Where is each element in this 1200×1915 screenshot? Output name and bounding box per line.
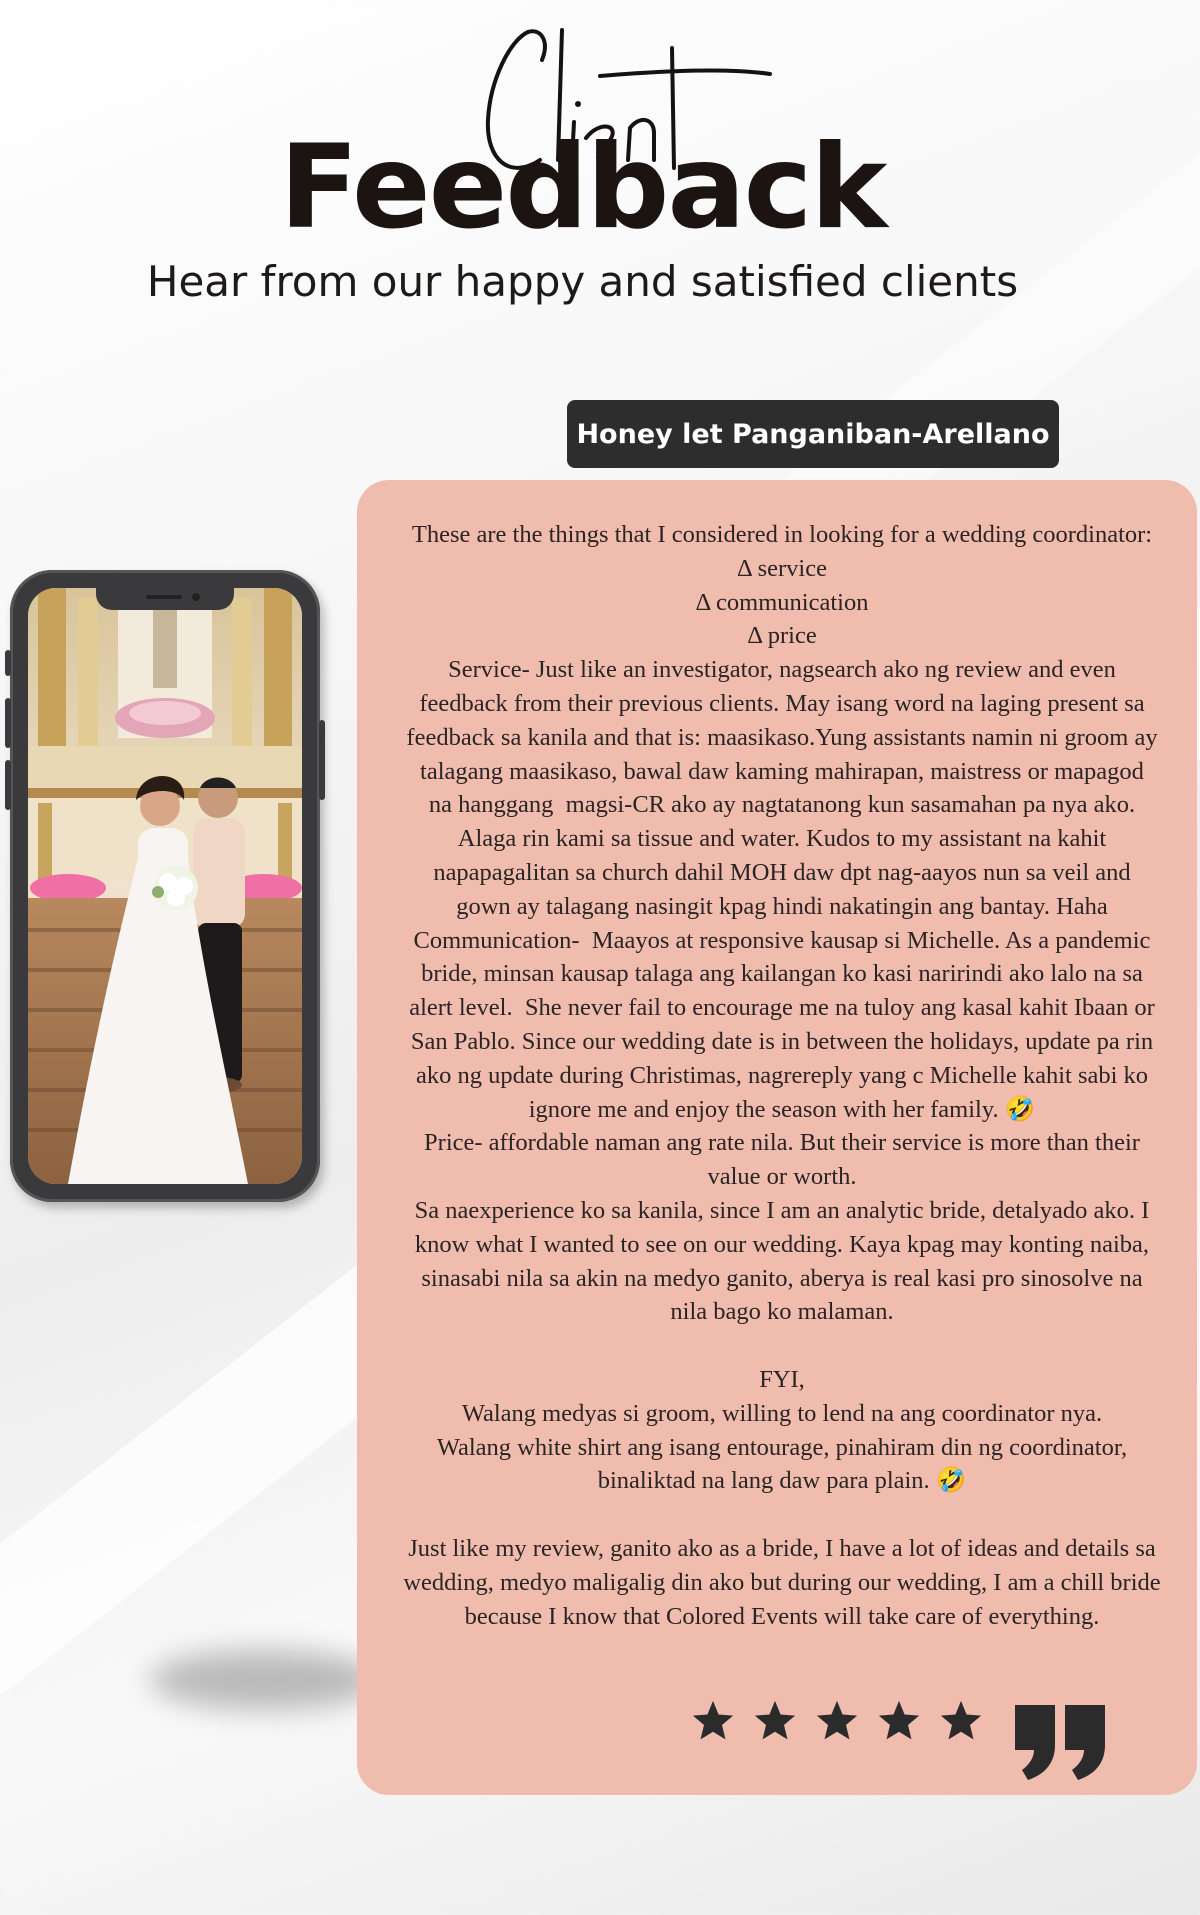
star-rating: [690, 1698, 984, 1758]
review-line: Alaga rin kami sa tissue and water. Kudos to my assistant na kahit: [457, 825, 1107, 853]
review-line: binaliktad na lang daw para plain. 🤣: [597, 1467, 967, 1495]
phone-volume-button: [5, 760, 11, 810]
star-icon: [690, 1698, 736, 1744]
phone-volume-button: [5, 698, 11, 748]
star-icon: [814, 1698, 860, 1744]
phone-mockup: [10, 570, 320, 1202]
phone-speaker: [146, 595, 182, 599]
wedding-photo: [28, 588, 302, 1184]
review-line: nila bago ko malaman.: [670, 1298, 894, 1326]
review-line: These are the things that I considered in looking for a wedding coordinator:: [411, 521, 1153, 548]
review-line: feedback from their previous clients. May isang word na laging present sa: [419, 689, 1145, 717]
client-name-badge: Honey let Panganiban-Arellano: [567, 400, 1059, 468]
review-line: Δ price: [747, 622, 817, 650]
review-line: know what I wanted to see on our wedding. Kaya kpag may konting naiba,: [414, 1230, 1150, 1258]
review-line: ako ng update during Christimas, nagrereply yang c Michelle kahit sabi ko: [415, 1061, 1149, 1089]
page-title: Feedback: [279, 120, 886, 255]
closing-quote-icon: [1010, 1700, 1110, 1780]
phone-screen: [28, 588, 302, 1184]
review-line: Price- affordable naman ang rate nila. But their service is more than their: [424, 1129, 1140, 1157]
star-icon: [752, 1698, 798, 1744]
review-line: feedback sa kanila and that is: maasikaso.Yung assistants namin ni groom ay: [406, 723, 1158, 751]
review-line: [357, 1329, 1200, 1363]
phone-side-button: [5, 650, 11, 676]
review-line: Communication- Maayos at responsive kausap si Michelle. As a pandemic: [413, 926, 1151, 954]
review-line: wedding, medyo maligalig din ako but during our wedding, I am a chill bride: [403, 1568, 1161, 1596]
review-line: value or worth.: [707, 1163, 857, 1191]
review-line: Δ service: [737, 554, 827, 582]
phone-shadow: [150, 1650, 380, 1710]
review-line: Δ communication: [695, 588, 869, 616]
review-line: sinasabi nila sa akin na medyo ganito, aberya is real kasi pro sinosolve na: [421, 1264, 1143, 1292]
review-line: Just like my review, ganito ako as a bride, I have a lot of ideas and details sa: [408, 1534, 1156, 1562]
review-line: FYI,: [759, 1365, 805, 1393]
review-line: Service- Just like an investigator, nagsearch ako ng review and even: [448, 656, 1116, 684]
review-line: talagang maasikaso, bawal daw kaming mahirapan, maistress or mapagod: [420, 757, 1144, 785]
star-icon: [876, 1698, 922, 1744]
client-script-text: Client: [470, 10, 473, 11]
review-line: bride, minsan kausap talaga ang kailangan ko kasi naririndi ako lalo na sa: [421, 960, 1143, 988]
review-line: San Pablo. Since our wedding date is in between the holidays, update pa rin: [410, 1027, 1154, 1055]
review-line: ignore me and enjoy the season with her family. 🤣: [528, 1095, 1036, 1123]
phone-notch: [96, 588, 234, 610]
phone-power-button: [319, 720, 325, 800]
review-text: [357, 518, 1200, 1633]
review-line: [357, 1498, 1200, 1532]
review-line: alert level. She never fail to encourage me na tuloy ang kasal kahit Ibaan or: [409, 994, 1155, 1022]
page-subtitle: Hear from our happy and satisfied clients: [146, 257, 1019, 306]
review-line: Sa naexperience ko sa kanila, since I am an analytic bride, detalyado ako. I: [414, 1196, 1150, 1224]
review-line: gown ay talagang nasingit kpag hindi nakatingin ang bantay. Haha: [456, 892, 1108, 920]
review-line: because I know that Colored Events will take care of everything.: [464, 1602, 1100, 1630]
phone-camera: [192, 593, 200, 601]
review-line: na hanggang magsi-CR ako ay nagtatanong kun sasamahan pa nya ako.: [428, 791, 1136, 819]
review-line: napapagalitan sa church dahil MOH daw dpt nag-aayos nun sa veil and: [433, 858, 1131, 886]
review-line: Walang white shirt ang isang entourage, pinahiram din ng coordinator,: [436, 1433, 1128, 1461]
review-line: Walang medyas si groom, willing to lend na ang coordinator nya.: [461, 1399, 1103, 1427]
star-icon: [938, 1698, 984, 1744]
